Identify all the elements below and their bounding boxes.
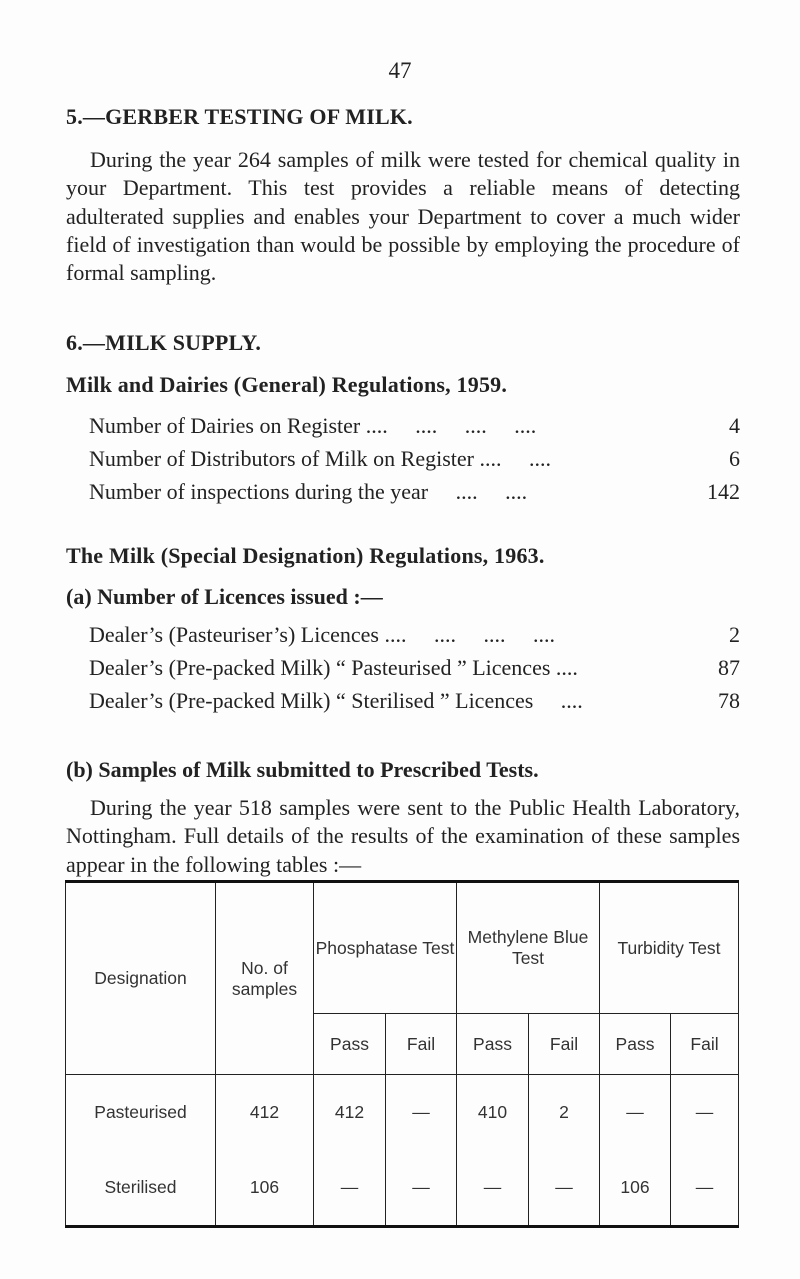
section-5-paragraph: During the year 264 samples of milk were tested for chemical quality in your Department. This test provides a reliable means of detecting adulterated supplies and enables your Department to cover a much wider field of investigation than would be possible by employing the procedure of formal sampling. [66,147,740,286]
methylene-fail-header: Fail [529,1014,600,1075]
phosphatase-pass-header: Pass [314,1014,386,1075]
phosphatase-pass-cell: — [314,1150,386,1227]
distributors-label: Number of Distributors of Milk on Register .... .... [89,446,551,471]
phosphatase-pass-cell: 412 [314,1075,386,1151]
phosphatase-header: Phosphatase Test [314,882,457,1014]
methylene-fail-cell: — [529,1150,600,1227]
special-designation-heading: The Milk (Special Designation) Regulations, 1963. [66,543,545,568]
licence-label: Dealer’s (Pre-packed Milk) “ Sterilised ” Licences .... [89,688,583,713]
licence-value: 2 [729,622,740,647]
phosphatase-fail-cell: — [386,1150,457,1227]
milk-tests-table [65,880,739,1228]
licence-label: Dealer’s (Pre-packed Milk) “ Pasteurised ” Licences .... [89,655,578,680]
licences-heading: (a) Number of Licences issued :— [66,584,383,609]
section-6-heading: 6.—MILK SUPPLY. [66,330,262,355]
licence-value: 87 [718,655,740,680]
licence-label: Dealer’s (Pasteuriser’s) Licences .... .... .... .... [89,622,555,647]
dairies-row [89,413,740,439]
designation-header: Designation [66,882,216,1075]
inspections-label: Number of inspections during the year .... .... [89,479,528,504]
table-row [66,1075,739,1151]
samples-paragraph: During the year 518 samples were sent to the Public Health Laboratory, Nottingham. Full details of the results of the examination of these samples appear in the following tables :— [66,795,740,877]
turbidity-pass-cell: — [600,1075,671,1151]
designation-cell: Sterilised [66,1150,216,1227]
turbidity-pass-cell: 106 [600,1150,671,1227]
section-5-heading: 5.—GERBER TESTING OF MILK. [66,104,413,129]
designation-cell: Pasteurised [66,1075,216,1151]
inspections-value: 142 [707,479,740,504]
turbidity-header: Turbidity Test [600,882,739,1014]
licence-value: 78 [718,688,740,713]
phosphatase-fail-cell: — [386,1075,457,1151]
samples-cell: 412 [216,1075,314,1151]
methylene-pass-header: Pass [457,1014,529,1075]
samples-cell: 106 [216,1150,314,1227]
licence-row-sterilised [89,688,740,714]
methylene-pass-cell: — [457,1150,529,1227]
general-regulations-heading: Milk and Dairies (General) Regulations, 1959. [66,372,508,397]
licence-row-pasteuriser [89,622,740,648]
distributors-value: 6 [729,446,740,471]
turbidity-fail-cell: — [671,1150,739,1227]
samples-heading: (b) Samples of Milk submitted to Prescribed Tests. [66,757,539,782]
turbidity-pass-header: Pass [600,1014,671,1075]
inspections-row [89,479,740,505]
phosphatase-fail-header: Fail [386,1014,457,1075]
methylene-fail-cell: 2 [529,1075,600,1151]
turbidity-fail-cell: — [671,1075,739,1151]
dairies-value: 4 [729,413,740,438]
page-number: 47 [388,58,412,83]
distributors-row [89,446,740,472]
methylene-header: Methylene Blue Test [457,882,600,1014]
dairies-label: Number of Dairies on Register .... .... .... .... [89,413,537,438]
methylene-pass-cell: 410 [457,1075,529,1151]
turbidity-fail-header: Fail [671,1014,739,1075]
licence-row-pasteurised [89,655,740,681]
table-row [66,1150,739,1227]
samples-header: No. of samples [216,882,314,1075]
